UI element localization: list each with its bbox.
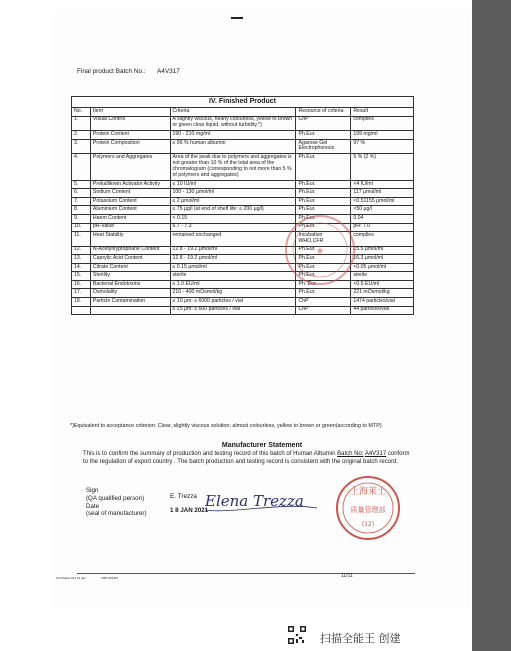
table-row <box>72 272 414 281</box>
row-no: 5. <box>72 180 91 189</box>
row-item: Protein Content <box>90 131 170 140</box>
table-row <box>72 180 414 189</box>
row-criteria: 190 - 210 mg/ml <box>170 131 296 140</box>
row-no: 2. <box>72 131 91 140</box>
row-criteria: 100 - 130 µmol/ml <box>170 189 296 198</box>
document-page <box>53 10 471 610</box>
batch-value: A4V317 <box>157 68 180 75</box>
table-row <box>72 214 414 223</box>
statement-title: Manufacturer Statement <box>221 442 303 449</box>
seal-label: (seal of manufacturer) <box>86 510 147 518</box>
row-resource: ChP <box>296 116 351 131</box>
table-row <box>72 154 414 180</box>
row-resource: Ph.Eur. <box>296 246 351 255</box>
signer-name: E. Trezza <box>170 493 197 500</box>
row-result: <0.05 µmol/ml <box>351 263 414 272</box>
row-item: Heat Stability <box>90 232 170 247</box>
sign-role: (QA qualified person) <box>86 494 145 502</box>
row-item: Haem Content <box>90 214 170 223</box>
table-row <box>72 289 414 298</box>
row-result: <0.5 EU/ml <box>351 280 414 289</box>
row-criteria: ≤ 1.0 EU/ml <box>170 280 296 289</box>
row-resource: Ph.Eur. <box>296 197 351 206</box>
row-item: Sterility <box>90 272 170 281</box>
row-resource: Ph.Eur. <box>296 272 351 281</box>
handwritten-signature <box>201 484 321 518</box>
row-result: 15.5 µmol/ml <box>351 246 414 255</box>
row-no: 4. <box>72 154 91 180</box>
footer-code-mid: TMP-001457 <box>101 576 119 580</box>
signature-date: 1 8 JAN 2021 <box>170 507 209 514</box>
row-criteria: ≤ 75 µg/l (at end of shelf life: ≤ 200 µg/l) <box>170 206 296 215</box>
row-item: Visual Control <box>90 116 170 131</box>
row-item: Caprylic Acid Content <box>90 255 170 264</box>
table-title: IV. Finished Product <box>72 97 414 108</box>
row-item: N-Acetyltryptophane Content <box>90 246 170 255</box>
row-result: <0.51155 µmol/ml <box>351 197 414 206</box>
table-row <box>72 131 414 140</box>
row-item <box>90 306 170 315</box>
row-no: 11. <box>72 232 91 247</box>
row-resource: Ph. Eur. <box>296 280 351 289</box>
table-row <box>72 206 414 215</box>
row-resource: ChP <box>296 297 351 306</box>
row-item: Bacterial Endotoxins <box>90 280 170 289</box>
row-no: 15. <box>72 272 91 281</box>
signature-text: Elena Trezza <box>205 492 304 510</box>
row-item: pH-Value <box>90 223 170 232</box>
statement-line2: conform to the regulation of export country . The batch production and testing record is consistent with the original batch record. <box>83 451 410 465</box>
footer-code-left: A4 Charta YS1 01 doc <box>56 576 86 580</box>
row-resource: Ph.Eur. <box>296 263 351 272</box>
row-item: Prekallikrein Activator Activity <box>90 180 170 189</box>
svg-text:★: ★ <box>315 246 325 257</box>
table-row <box>72 255 414 264</box>
statement-line1: This is to confirm the summary of production and testing record of this batch of Human Albumin <box>83 451 336 457</box>
row-result: complies <box>351 116 414 131</box>
row-criteria: sterile <box>170 272 296 281</box>
row-resource: Incubation WHO,CFR <box>296 232 351 247</box>
row-no: 16. <box>72 280 91 289</box>
row-no: 10. <box>72 223 91 232</box>
row-result: sterile <box>351 272 414 281</box>
seal-number: (12) <box>361 521 375 528</box>
row-item: Protein Composition <box>90 139 170 154</box>
seal-company: 上海莱士 <box>349 487 387 497</box>
row-resource: ChP <box>296 306 351 315</box>
row-result: 199 mg/ml <box>351 131 414 140</box>
row-resource: Ph.Eur. <box>296 206 351 215</box>
table-row <box>72 197 414 206</box>
row-result: pH: 7.0 <box>351 223 414 232</box>
batch-line <box>77 68 190 75</box>
row-criteria: < 0.15 <box>170 214 296 223</box>
table-row <box>72 263 414 272</box>
seal-dept: 质量管理部 <box>350 506 386 514</box>
row-resource: Agarose Gel Electrophoresis <box>296 139 351 154</box>
row-criteria: Area of the peak due to polymers and aggregates is not greater than 10 % of the total area of the chromatogram (corresponding to not more than 5 % of polymers and aggregates) <box>170 154 296 180</box>
row-resource: Ph.Eur. <box>296 223 351 232</box>
row-criteria: 12.8 - 19.2 µmol/ml <box>170 255 296 264</box>
row-no: 9. <box>72 214 91 223</box>
row-result: 221 mOsmol/kg <box>351 289 414 298</box>
row-criteria: ≥ 96 % human albumin <box>170 139 296 154</box>
row-resource: Ph.Eur. <box>296 289 351 298</box>
row-result: 97 % <box>351 139 414 154</box>
table-row <box>72 246 414 255</box>
row-resource: Ph.Eur. <box>296 131 351 140</box>
statement-batch-value: A4V317 <box>364 451 387 457</box>
table-row <box>72 223 414 232</box>
faded-stamp <box>280 210 360 290</box>
row-resource: Ph.Eur. <box>296 214 351 223</box>
batch-label: Final product Batch No.: <box>77 68 146 75</box>
row-resource: Ph.Eur. <box>296 189 351 198</box>
row-no: 6. <box>72 189 91 198</box>
table-row <box>72 280 414 289</box>
row-no: 12. <box>72 246 91 255</box>
row-no: 13. <box>72 255 91 264</box>
table-row <box>72 116 414 131</box>
row-result: 5 % (2 %) <box>351 154 414 180</box>
row-criteria: 6.7 - 7.3 <box>170 223 296 232</box>
top-mark <box>231 17 243 19</box>
row-criteria: 210 - 400 mOsmol/kg <box>170 289 296 298</box>
row-criteria: remained unchanged <box>170 232 296 247</box>
table-row <box>72 297 414 306</box>
header-result: Result <box>351 108 414 117</box>
row-result: 1474 particles/vial <box>351 297 414 306</box>
row-resource: Ph.Eur. <box>296 255 351 264</box>
header-item: Item <box>90 108 170 117</box>
row-criteria: A slightly viscous, nearly colourless, yellow to brown or green clear liquid, without turbidity.*) <box>170 116 296 131</box>
header-no: No. <box>72 108 91 117</box>
row-no <box>72 306 91 315</box>
row-item: Osmolality <box>90 289 170 298</box>
row-criteria: ≥ 10 µm: ≤ 6000 particles / vial <box>170 297 296 306</box>
row-item: Particle Contamination <box>90 297 170 306</box>
row-criteria: ≤ 2 µmol/ml <box>170 197 296 206</box>
statement-batch-label: Batch No: <box>337 451 364 457</box>
row-result: 16.3 µmol/ml <box>351 255 414 264</box>
row-criteria: ≥ 25 µm: ≤ 600 particles / vial <box>170 306 296 315</box>
row-item: Aluminium Content <box>90 206 170 215</box>
row-criteria: 12.8 - 19.2 µmol/ml <box>170 246 296 255</box>
row-criteria: ≤ 0.15 µmol/ml <box>170 263 296 272</box>
signature-labels <box>86 487 147 518</box>
page-number: 11/11 <box>341 573 353 579</box>
table-row <box>72 232 414 247</box>
row-resource: Ph.Eur. <box>296 154 351 180</box>
table-row <box>72 139 414 154</box>
footnote: *)Equivalent to acceptance criterion: Clear, slightly viscous solution; almost colourless, yellow to brown or green(according to MTP). <box>70 423 384 429</box>
row-result: 0.04 <box>351 214 414 223</box>
statement-body <box>83 451 413 466</box>
row-criteria: ≤ 10 IU/ml <box>170 180 296 189</box>
row-result: 117 µmol/ml <box>351 189 414 198</box>
row-item: Citrate Content <box>90 263 170 272</box>
qr-code-icon <box>287 625 307 645</box>
footer-rule <box>77 573 415 574</box>
row-no: 18. <box>72 297 91 306</box>
company-seal <box>334 474 402 542</box>
row-no: 3. <box>72 139 91 154</box>
row-item: Polymers and Aggregates <box>90 154 170 180</box>
row-result: complies <box>351 232 414 247</box>
finished-product-table <box>71 96 414 315</box>
row-resource: Ph.Eur. <box>296 180 351 189</box>
row-no: 8. <box>72 206 91 215</box>
row-item: Sodium Content <box>90 189 170 198</box>
row-no: 1. <box>72 116 91 131</box>
table-row <box>72 306 414 315</box>
row-result: 44 particles/vial <box>351 306 414 315</box>
row-no: 14. <box>72 263 91 272</box>
table-row <box>72 189 414 198</box>
row-result: <4 IU/ml <box>351 180 414 189</box>
row-result: <50 µg/l <box>351 206 414 215</box>
date-label: Date <box>86 502 100 510</box>
header-resource: Resource of criteria <box>296 108 351 117</box>
table-header-row <box>72 108 414 117</box>
scanner-watermark: 扫描全能王 创建 <box>320 632 401 645</box>
sign-label: Sign <box>86 487 99 494</box>
row-no: 17. <box>72 289 91 298</box>
viewer-sidebar <box>472 0 511 651</box>
row-no: 7. <box>72 197 91 206</box>
header-criteria: Criteria <box>170 108 296 117</box>
row-item: Potassium Content <box>90 197 170 206</box>
